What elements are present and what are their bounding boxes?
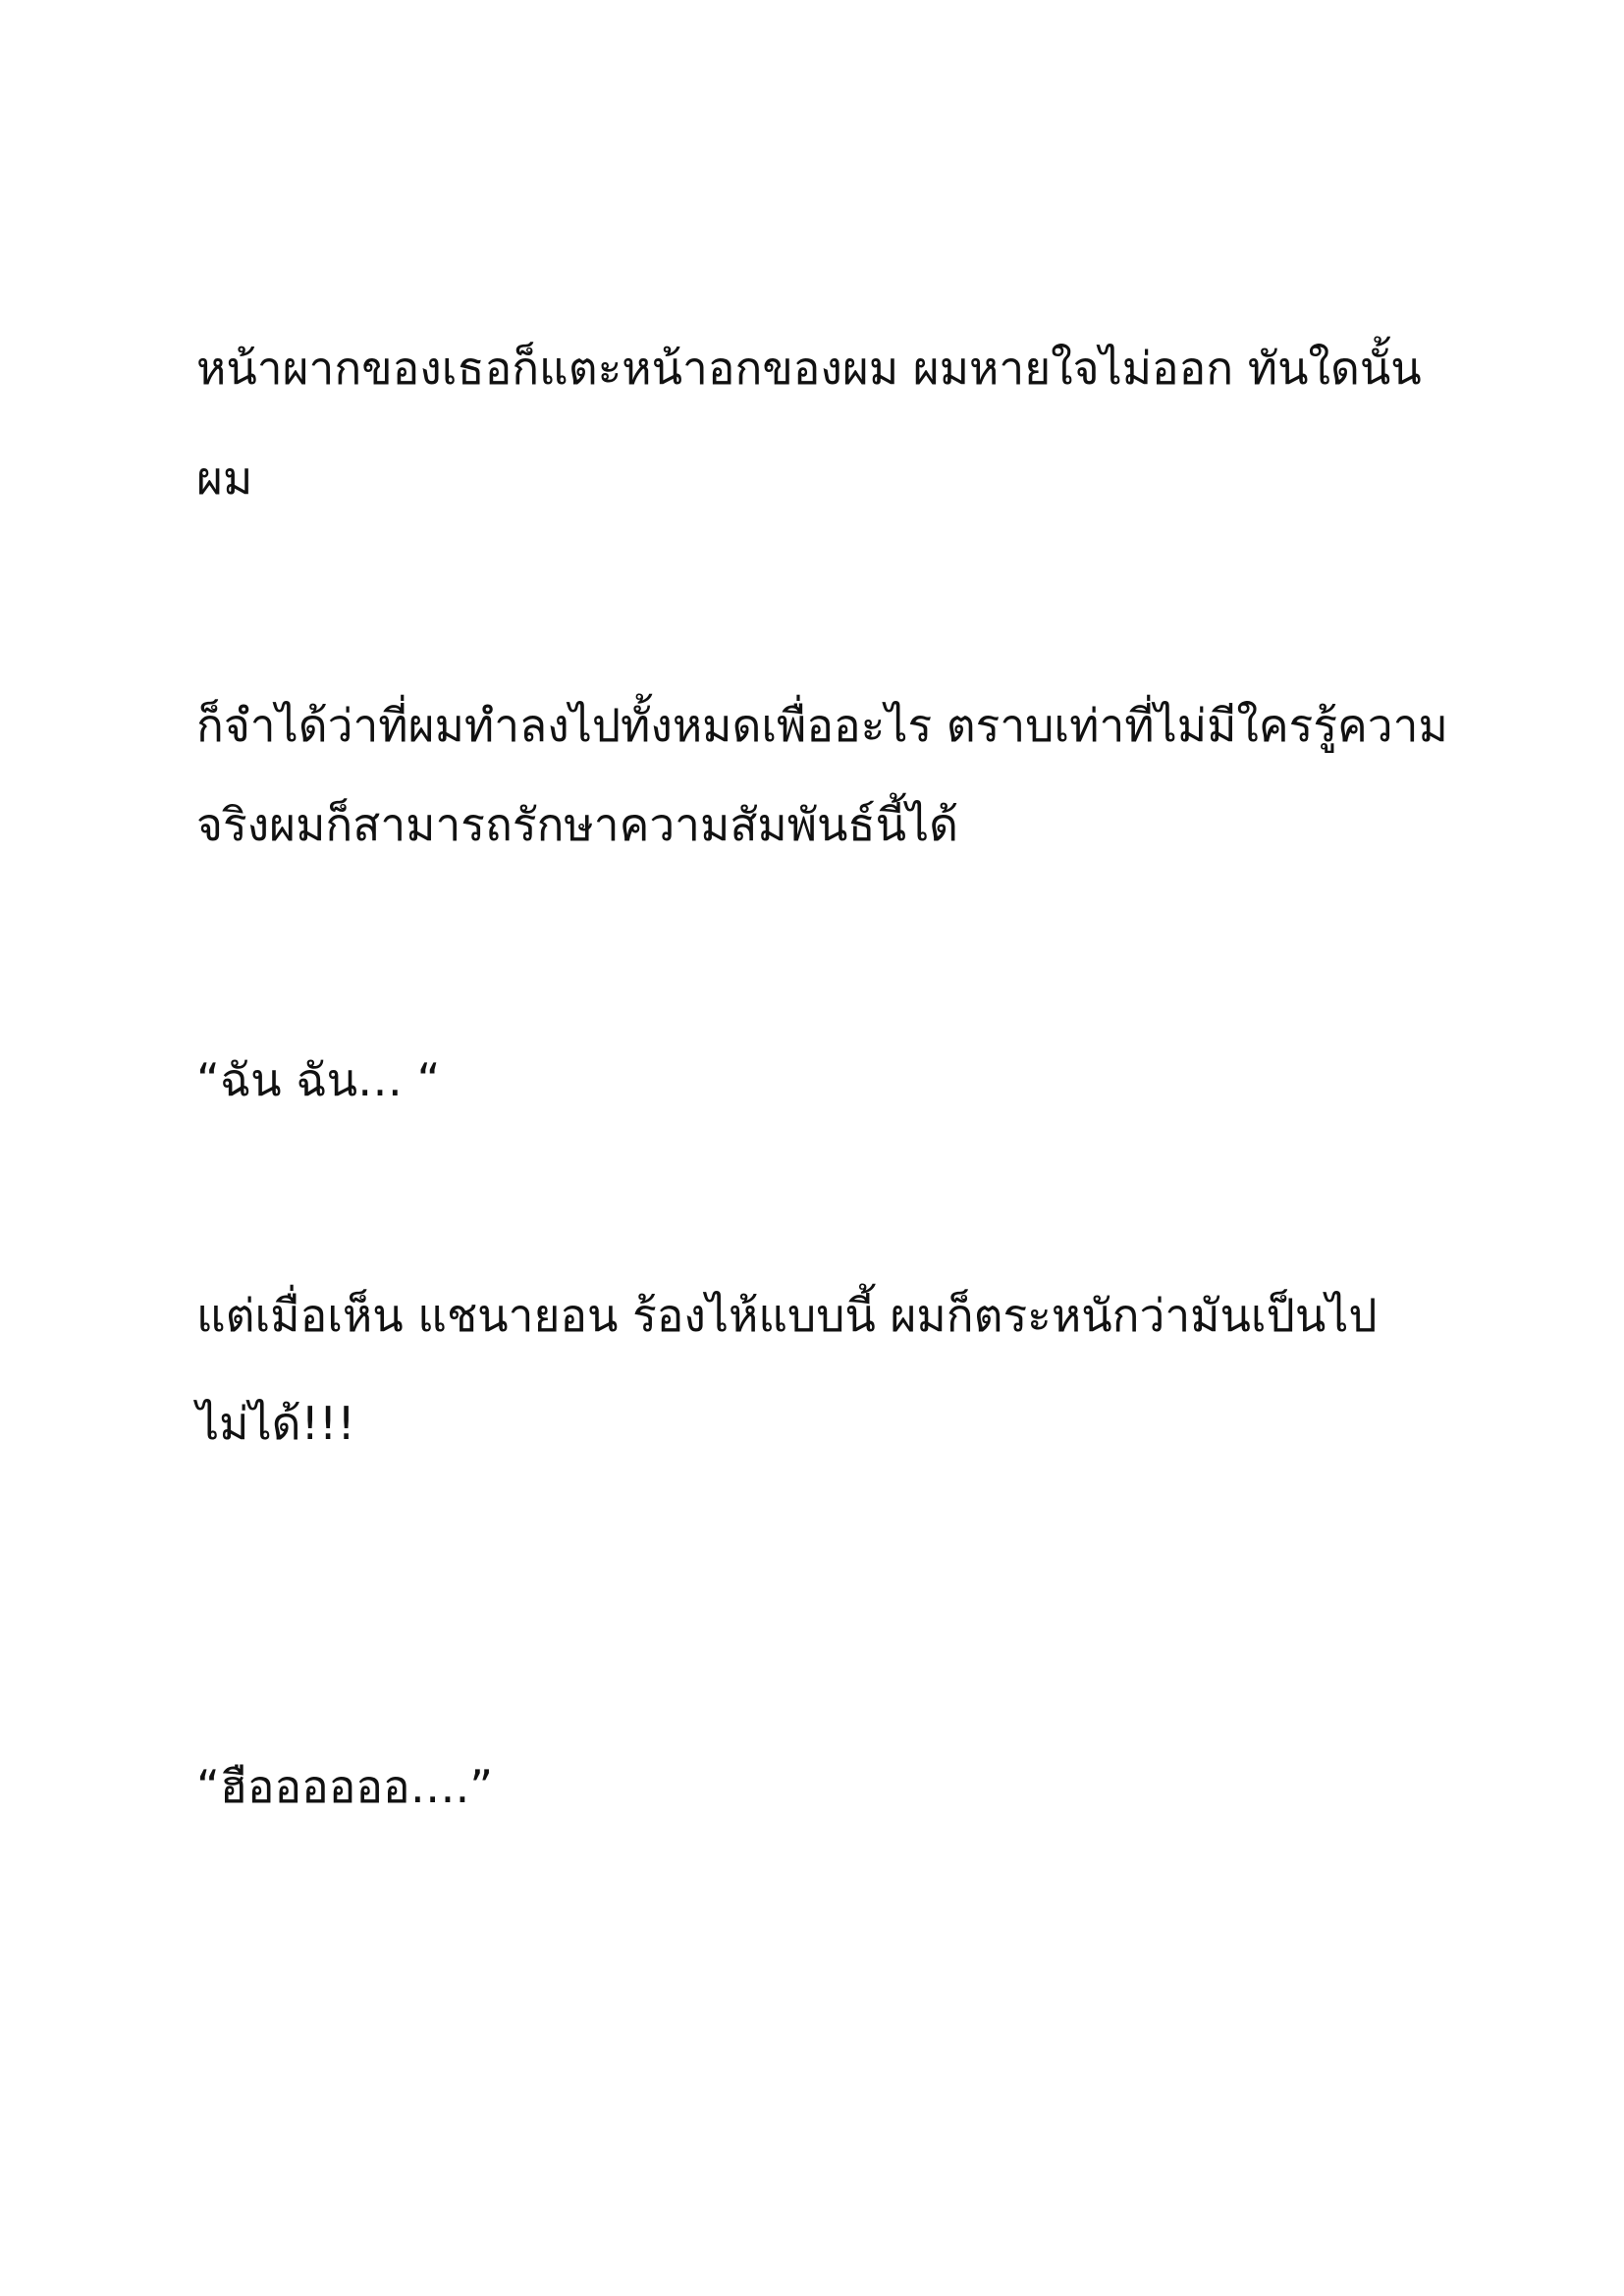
dialogue-line-1: “ฉัน ฉัน… “ <box>196 1053 441 1106</box>
paragraph-1-line-1: หน้าผากของเธอก็แตะหน้าอกของผม ผมหายใจไม่ออก ทันใดนั้น <box>196 342 1422 395</box>
dialogue-line-2: “ฮืออออออ….” <box>196 1760 494 1813</box>
paragraph-2-line-1: ก็จำได้ว่าที่ผมทำลงไปทั้งหมดเพื่ออะไร ตราบเท่าที่ไม่มีใครรู้ความ <box>196 699 1448 752</box>
paragraph-2-line-2: จริงผมก็สามารถรักษาความสัมพันธ์นี้ได้ <box>196 798 959 851</box>
paragraph-1-line-2: ผม <box>196 452 253 505</box>
paragraph-3-line-2: ไม่ได้!!! <box>196 1397 355 1450</box>
paragraph-3-line-1: แต่เมื่อเห็น แชนายอน ร้องไห้แบบนี้ ผมก็ตระหนักว่ามันเป็นไป <box>196 1289 1378 1342</box>
